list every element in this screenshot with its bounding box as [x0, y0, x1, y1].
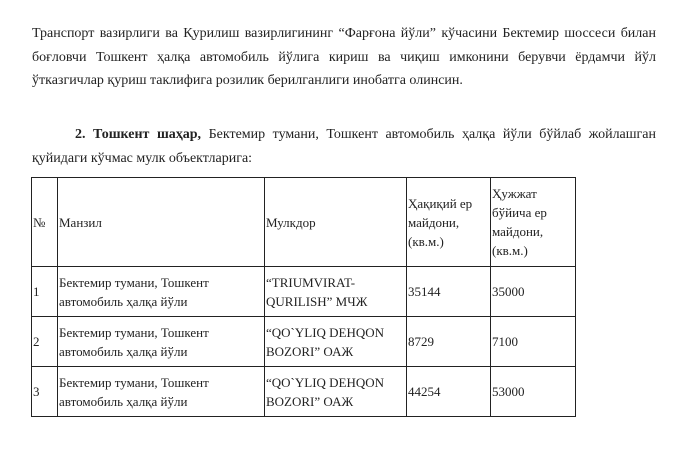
header-address: Манзил [58, 178, 265, 267]
paragraph-approval: Транспорт вазирлиги ва Қурилиш вазирлигининг “Фарғона йўли” кўчасини Бектемир шоссеси билан боғловчи Тошкент ҳалқа автомобиль йўлига кириш ва чиқиш имконини берувчи ёрдамчи йўл ўтказгичлар қуриш таклифига розилик берилганлиги инобатга олинсин. [32, 26, 656, 88]
cell-document-area: 35000 [491, 267, 576, 317]
item-city: Тошкент шаҳар, [93, 127, 202, 142]
cell-document-area: 7100 [491, 317, 576, 367]
cell-actual-area: 44254 [407, 367, 491, 417]
table-row [32, 317, 576, 367]
item-text: Бектемир тумани, Тошкент автомобиль ҳалқа йўли бўйлаб жойлашган қуйидаги кўчмас мулк объектларига: [32, 127, 657, 166]
header-owner: Мулкдор [265, 178, 407, 267]
header-number: № [32, 178, 58, 267]
cell-address: Бектемир тумани, Тошкент автомобиль ҳалқа йўли [58, 317, 265, 367]
property-objects-table [31, 177, 576, 417]
cell-actual-area: 35144 [407, 267, 491, 317]
cell-address: Бектемир тумани, Тошкент автомобиль ҳалқа йўли [58, 267, 265, 317]
cell-number: 1 [32, 267, 58, 317]
cell-number: 3 [32, 367, 58, 417]
cell-owner: “QO`YLIQ DEHQON BOZORI” ОАЖ [265, 367, 407, 417]
header-document-area: Ҳужжат бўйича ер майдони, (кв.м.) [491, 178, 576, 267]
paragraph-item-2 [32, 123, 656, 170]
cell-actual-area: 8729 [407, 317, 491, 367]
cell-number: 2 [32, 317, 58, 367]
cell-owner: “QO`YLIQ DEHQON BOZORI” ОАЖ [265, 317, 407, 367]
table-header-row [32, 178, 576, 267]
cell-address: Бектемир тумани, Тошкент автомобиль ҳалқа йўли [58, 367, 265, 417]
cell-owner: “TRIUMVIRAT-QURILISH” МЧЖ [265, 267, 407, 317]
table-row [32, 367, 576, 417]
item-number: 2. [75, 127, 86, 142]
table-row [32, 267, 576, 317]
cell-document-area: 53000 [491, 367, 576, 417]
header-actual-area: Ҳақиқий ер майдони, (кв.м.) [407, 178, 491, 267]
